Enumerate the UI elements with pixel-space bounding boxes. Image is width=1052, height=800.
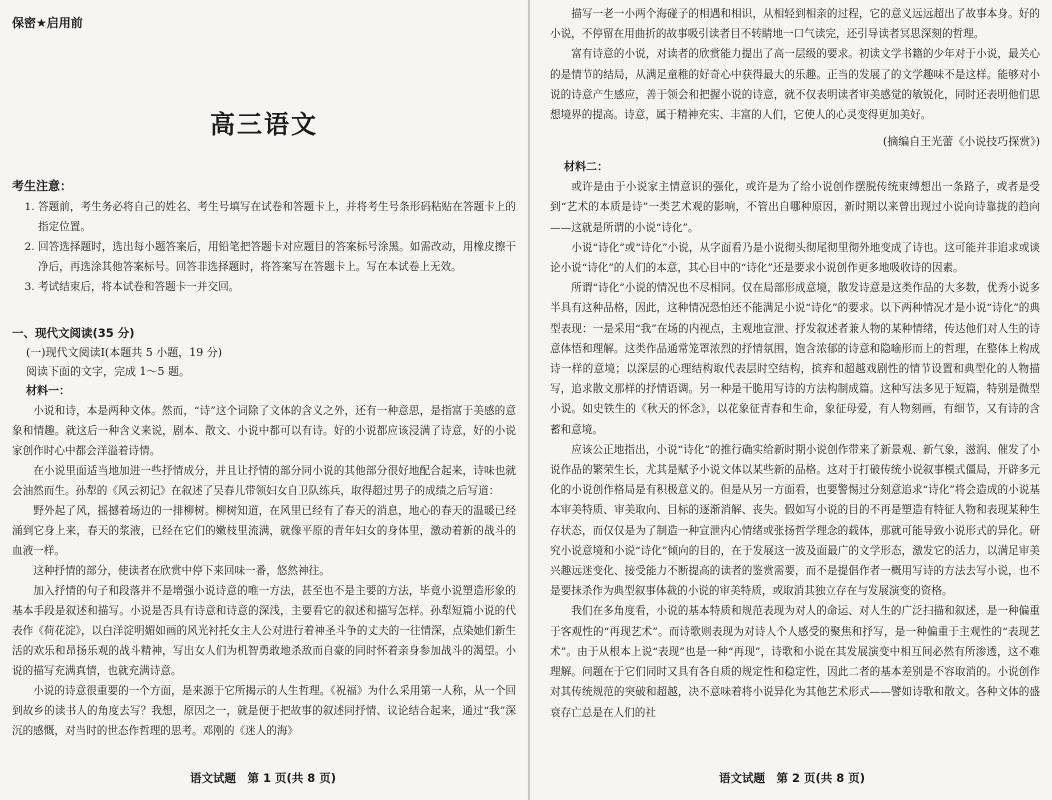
page-title: 高三语文 [209,110,318,139]
confidential-label: 保密★启用前 [12,16,83,30]
passage-quote: 野外起了风，摇撼着场边的一排柳树。柳树知道，在风里已经有了春天的消息，地心的春天的温暖已经涌到它身上来，春天的浆液，已经在它们的嫩枝里流满，就像平原的青年妇女的身体里，激动着新的战斗的血液一样。 [12,505,516,557]
page-footer: 语文试题 第 2 页(共 8 页) [718,771,866,785]
passage-paragraph: 小说“诗化”或“诗化”小说，从字面看乃是小说彻头彻尾彻里彻外地变成了诗也。这可能并非追求或谈论小说“诗化”的人们的本意，其心目中的“诗化”还是要求小说创作更多地吸收诗的因素。 [550,241,1040,275]
page-footer: 语文试题 第 1 页(共 8 页) [189,771,337,785]
passage-paragraph: 描写一老一小两个海碰子的相遇和相识，从相轻到相亲的过程，它的意义远远超出了故事本身。好的小说，不停留在用曲折的故事吸引读者目不转睛地一口气读完，还引导读者冥思深刻的哲理。 [550,8,1040,41]
source-citation: (摘编自王光蕾《小说技巧探赏》) [882,135,1040,149]
passage-paragraph: 或许是由于小说家主情意识的强化，或许是为了给小说创作摆脱传统束缚想出一条路子，或者是受到“艺术的本质是诗”一类艺术观的影响，不管出自哪种原因，新时期以来曾出现过小说向诗靠拢的趋向——这就是所谓的小说“诗化”。 [550,181,1040,234]
passage-paragraph: 所谓“诗化”小说的情况也不尽相同。仅在局部形成意境，散发诗意是这类作品的大多数，优秀小说多半具有这种品格，因此，这种情况恐怕还不能满足小说“诗化”的要求。以下两种情况才是小说“诗化”的典型表现：一是采用“我”在场的内视点，主观地宣泄、抒发叙述者兼人物的某种情绪，传达他们对人生的诗意体悟和理解。这类作品通常笼罩浓烈的抒情氛围，饱含浓郁的诗意和隐喻形而上的哲理，在整体上构成诗一样的意境；以深层的心理结构取代表层时空结构，摈弃和超越戏剧性的情节设置和典型化的人物描写，追求散文那样的抒情语调。另一种是干脆用写诗的方法构制成篇。这种写法多见于短篇，特别是微型小说。如史铁生的《秋天的怀念》，以花象征青春和生命，象征母爱，有人物刻画，有细节，又有诗的含蓄和意境。 [550,282,1040,436]
material-one-continued [550,4,1040,125]
notice-heading: 考生注意： [12,179,73,193]
right-exam-page [532,0,1052,800]
notice-item: 3. 考试结束后，将本试卷和答题卡一并交回。 [38,277,516,297]
material-two-body [550,177,1040,722]
notice-list [12,197,516,297]
passage-paragraph: 应该公正地指出，小说“诗化”的推行确实给新时期小说创作带来了新景观、新气象，滋润、催发了小说作品的繁荣生长，尤其是赋予小说文体以某些新的品格。这对于打破传统小说叙事模式僵局，开辟多元化的小说创作格局是有积极意义的。但是从另一方面看，也要警惕过分刻意追求“诗化”将会造成的小说基本审美特质、审美取向、目标的逐渐消解、丧失。假如写小说的目的不再是塑造有特征人物和表现某种生存状态，而仅仅是为了制造一种宣泄内心情绪或张扬哲学理念的载体，那就可能导致小说形式的异化。研究小说意境和小说“诗化”倾向的目的，在于发展这一波及面最广的文学形态，激发它的活力，以满足审美兴趣远迷变化、接受能力不断提高的读者的鉴赏需要，而不是提倡作者一概用写诗的方法去写小说，也不是要抹杀作为典型叙事体裁的小说的审美特质，或取消其独立存在与发展演变的资格。 [550,443,1040,598]
notice-item: 2. 回答选择题时，选出每小题答案后，用铅笔把答题卡对应题目的答案标号涂黑。如需改动，用橡皮擦干净后，再选涂其他答案标号。回答非选择题时，将答案写在答题卡上。写在本试卷上无效。 [38,237,516,277]
passage-paragraph: 在小说里面适当地加进一些抒情成分，并且让抒情的部分同小说的其他部分很好地配合起来，诗味也就会油然而生。孙犁的《风云初记》在叙述了吴春儿带领妇女自卫队练兵，取得超过男子的成绩之后写道： [12,465,516,497]
passage-paragraph: 小说的诗意很重要的一个方面，是来源于它所揭示的人生哲理。《祝福》为什么采用第一人称，从一个回到故乡的读书人的角度去写？我想，原因之一，就是便于把故事的叙述同抒情、议论结合起来，通过“我”深沉的感慨，对当时的世态作哲理的思考。邓刚的《迷人的海》 [12,685,516,737]
passage-paragraph: 小说和诗，本是两种文体。然而，“诗”这个词除了文体的含义之外，还有一种意思，是指富于美感的意象和情趣。就这后一种含义来说，剧本、散文、小说中都可以有诗。好的小说都应该浸满了诗意，好的小说家创作时心中都会洋溢着诗情。 [12,405,516,457]
passage-paragraph: 加入抒情的句子和段落并不是增强小说诗意的唯一方法，甚至也不是主要的方法，毕竟小说塑造形象的基本手段是叙述和描写。小说是否具有诗意和诗意的深浅，主要看它的叙述和描写怎样。孙犁短篇小说的代表作《荷花淀》，以白洋淀明媚如画的风光衬托女主人公对进行着神圣斗争的丈夫的一往情深，点染她们新生活的欢乐和昂扬乐观的战斗精神，写出女人们为机智勇敢地杀敌而自豪的同时怀着亲身参加战斗的渴望。小说的描写充满真情，也就充满诗意。 [12,585,516,677]
material-two-label: 材料二： [564,160,608,174]
notice-item: 1. 答题前，考生务必将自己的姓名、考生号填写在试卷和答题卡上，并将考生号条形码粘贴在答题卡上的指定位置。 [38,197,516,237]
subsection-heading: (一)现代文阅读Ⅰ(本题共 5 小题，19 分) [26,346,222,359]
section-heading: 一、现代文阅读(35 分) [12,326,135,340]
page-divider [528,0,530,800]
material-one-label: 材料一： [26,384,70,397]
passage-paragraph: 富有诗意的小说，对读者的欣赏能力提出了高一层级的要求。初读文学书籍的少年对于小说，最关心的是情节的结局，从满足童稚的好奇心中获得最大的乐趣。正当的发展了的文学趣味不是这样。能够对小说的诗意产生感应，善于领会和把握小说的诗意，就不仅表明读者审美感觉的敏锐化，同时还表明他们思想境界的提高。诗意，属于精神充实、丰富的人们，它使人的心灵变得更加美好。 [550,48,1040,122]
passage-paragraph: 我们在多角度看，小说的基本特质和规范表现为对人的命运、对人生的广泛扫描和叙述，是一种偏重于客观性的“再现艺术”。而诗歌则表现为对诗人个人感受的聚焦和抒写，是一种偏重于主观性的“表现艺术”。由于从根本上说“表现”也是一种“再现”，诗歌和小说在其发展演变中相互间必然有所渗透，这不难理解。问题在于它们同时又具有各自质的规定性和稳定性，因此二者的基本差别是不容取消的。小说创作对其传统规范的突破和超越，决不意味着将小说异化为其他艺术形式——譬如诗歌和散文。各种文体的盛衰存亡总是在人们的社 [550,605,1040,719]
reading-instruction: 阅读下面的文字，完成 1～5 题。 [26,365,190,378]
passage-paragraph: 这种抒情的部分，使读者在欣赏中停下来回味一番，悠然神往。 [33,565,330,577]
